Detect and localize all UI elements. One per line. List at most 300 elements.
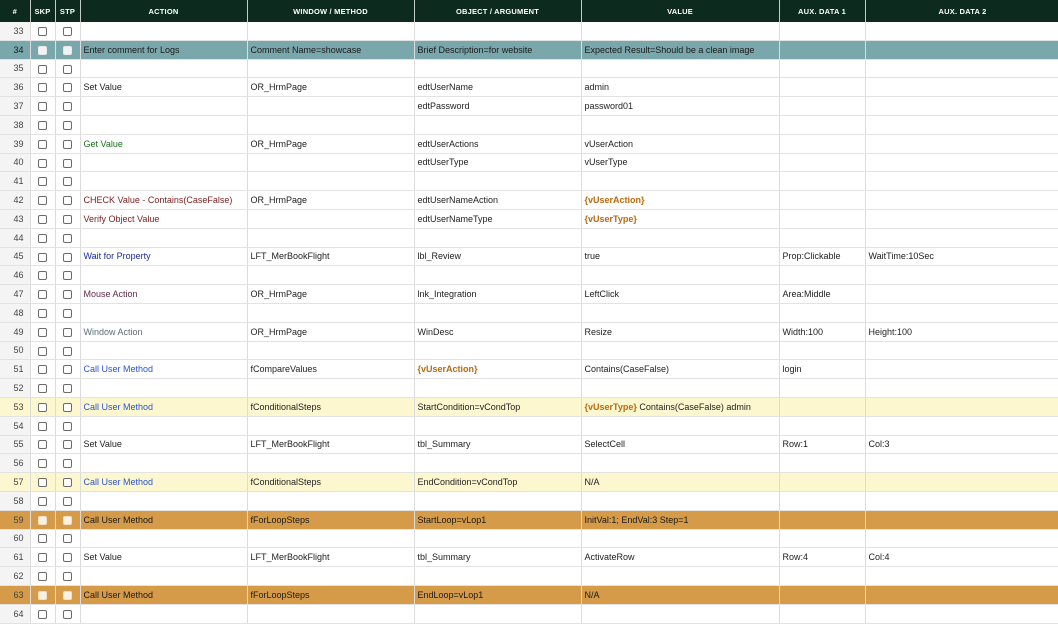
value-cell[interactable] <box>581 454 779 473</box>
window-method-cell[interactable]: fForLoopSteps <box>247 585 414 604</box>
row-number: 62 <box>0 567 30 586</box>
window-method-cell[interactable]: fForLoopSteps <box>247 510 414 529</box>
value-cell[interactable] <box>581 567 779 586</box>
value-cell[interactable] <box>581 40 779 59</box>
skip-checkbox[interactable] <box>38 516 47 525</box>
aux-data-2-cell[interactable]: Height:100 <box>865 322 1058 341</box>
aux-data-2-cell[interactable] <box>865 172 1058 191</box>
window-method-cell[interactable]: LFT_MerBookFlight <box>247 247 414 266</box>
action-cell[interactable]: Window Action <box>80 322 247 341</box>
skip-checkbox[interactable] <box>38 572 47 581</box>
stop-checkbox[interactable] <box>63 497 72 506</box>
header-window-method[interactable]: WINDOW / METHOD <box>247 0 414 22</box>
skip-checkbox[interactable] <box>38 290 47 299</box>
value-cell[interactable] <box>581 397 779 416</box>
skip-checkbox[interactable] <box>38 253 47 262</box>
value-cell[interactable] <box>581 134 779 153</box>
stop-checkbox[interactable] <box>63 553 72 562</box>
aux-data-1-cell[interactable] <box>779 303 865 322</box>
skip-checkbox[interactable] <box>38 478 47 487</box>
aux-data-2-cell[interactable] <box>865 585 1058 604</box>
aux-data-1-cell[interactable] <box>779 97 865 116</box>
stop-cell <box>55 266 80 285</box>
object-argument-cell[interactable] <box>414 78 581 97</box>
aux-data-2-cell[interactable] <box>865 473 1058 492</box>
aux-data-1-cell[interactable]: Prop:Clickable <box>779 247 865 266</box>
aux-data-2-cell[interactable] <box>865 303 1058 322</box>
skip-checkbox[interactable] <box>38 27 47 36</box>
skip-checkbox[interactable] <box>38 328 47 337</box>
skip-checkbox[interactable] <box>38 271 47 280</box>
value-cell[interactable] <box>581 379 779 398</box>
value-cell[interactable] <box>581 360 779 379</box>
aux-data-2-cell[interactable]: WaitTime:10Sec <box>865 247 1058 266</box>
aux-data-1-cell[interactable] <box>779 78 865 97</box>
skip-checkbox[interactable] <box>38 121 47 130</box>
table-row[interactable] <box>0 285 1058 304</box>
object-argument-cell[interactable] <box>414 97 581 116</box>
action-cell[interactable]: Enter comment for Logs <box>80 40 247 59</box>
action-cell[interactable]: Mouse Action <box>80 285 247 304</box>
table-row[interactable] <box>0 416 1058 435</box>
window-method-cell[interactable]: Comment Name=showcase <box>247 40 414 59</box>
stop-checkbox[interactable] <box>63 534 72 543</box>
action-cell[interactable] <box>80 153 247 172</box>
stop-checkbox[interactable] <box>63 271 72 280</box>
window-method-cell[interactable] <box>247 454 414 473</box>
object-argument-cell[interactable] <box>414 604 581 623</box>
value-cell[interactable] <box>581 191 779 210</box>
skip-cell <box>30 341 55 360</box>
object-argument-cell[interactable] <box>414 548 581 567</box>
aux-data-2-cell[interactable] <box>865 360 1058 379</box>
window-method-cell[interactable]: OR_HrmPage <box>247 78 414 97</box>
aux-data-2-cell[interactable] <box>865 567 1058 586</box>
aux-data-2-cell[interactable] <box>865 510 1058 529</box>
aux-data-1-cell[interactable] <box>779 585 865 604</box>
aux-data-2-cell[interactable]: Col:4 <box>865 548 1058 567</box>
window-method-cell[interactable] <box>247 491 414 510</box>
skip-checkbox[interactable] <box>38 384 47 393</box>
value-cell[interactable] <box>581 285 779 304</box>
aux-data-1-cell[interactable] <box>779 491 865 510</box>
skip-checkbox[interactable] <box>38 591 47 600</box>
stop-checkbox[interactable] <box>63 516 72 525</box>
skip-checkbox[interactable] <box>38 309 47 318</box>
value-cell[interactable] <box>581 604 779 623</box>
aux-data-1-cell[interactable] <box>779 416 865 435</box>
skip-checkbox[interactable] <box>38 365 47 374</box>
stop-checkbox[interactable] <box>63 46 72 55</box>
stop-checkbox[interactable] <box>63 384 72 393</box>
value-cell[interactable] <box>581 247 779 266</box>
action-cell[interactable] <box>80 115 247 134</box>
object-argument-cell[interactable] <box>414 379 581 398</box>
object-argument-cell[interactable] <box>414 454 581 473</box>
table-row[interactable] <box>0 585 1058 604</box>
table-row[interactable] <box>0 134 1058 153</box>
aux-data-2-cell[interactable] <box>865 416 1058 435</box>
table-row[interactable] <box>0 567 1058 586</box>
action-cell[interactable]: Call User Method <box>80 397 247 416</box>
window-method-cell[interactable]: OR_HrmPage <box>247 322 414 341</box>
stop-checkbox[interactable] <box>63 591 72 600</box>
object-argument-cell[interactable] <box>414 397 581 416</box>
table-row[interactable] <box>0 22 1058 40</box>
stop-checkbox[interactable] <box>63 422 72 431</box>
object-argument-cell[interactable] <box>414 510 581 529</box>
skip-checkbox[interactable] <box>38 159 47 168</box>
object-argument-cell[interactable] <box>414 209 581 228</box>
aux-data-1-cell[interactable] <box>779 473 865 492</box>
action-cell[interactable]: Call User Method <box>80 360 247 379</box>
stop-checkbox[interactable] <box>63 83 72 92</box>
skip-checkbox[interactable] <box>38 403 47 412</box>
table-row[interactable] <box>0 266 1058 285</box>
stop-checkbox[interactable] <box>63 215 72 224</box>
action-cell[interactable]: Wait for Property <box>80 247 247 266</box>
aux-data-1-cell[interactable] <box>779 510 865 529</box>
object-argument-cell[interactable] <box>414 153 581 172</box>
action-cell[interactable]: Verify Object Value <box>80 209 247 228</box>
aux-data-2-cell[interactable] <box>865 379 1058 398</box>
aux-data-2-cell[interactable] <box>865 604 1058 623</box>
table-row[interactable] <box>0 322 1058 341</box>
window-method-cell[interactable]: LFT_MerBookFlight <box>247 435 414 454</box>
action-cell[interactable] <box>80 341 247 360</box>
aux-data-2-cell[interactable] <box>865 491 1058 510</box>
stop-checkbox[interactable] <box>63 572 72 581</box>
table-row[interactable] <box>0 510 1058 529</box>
table-row[interactable] <box>0 59 1058 78</box>
window-method-cell[interactable] <box>247 228 414 247</box>
stop-checkbox[interactable] <box>63 177 72 186</box>
table-row[interactable] <box>0 435 1058 454</box>
stop-checkbox[interactable] <box>63 121 72 130</box>
header-action[interactable]: ACTION <box>80 0 247 22</box>
stop-checkbox[interactable] <box>63 459 72 468</box>
window-method-cell[interactable] <box>247 379 414 398</box>
value-cell[interactable] <box>581 59 779 78</box>
value-cell[interactable] <box>581 416 779 435</box>
skip-checkbox[interactable] <box>38 440 47 449</box>
object-argument-cell[interactable] <box>414 322 581 341</box>
table-row[interactable] <box>0 172 1058 191</box>
action-cell[interactable] <box>80 529 247 548</box>
table-row[interactable] <box>0 247 1058 266</box>
action-cell[interactable] <box>80 172 247 191</box>
stop-checkbox[interactable] <box>63 159 72 168</box>
aux-data-1-cell[interactable] <box>779 567 865 586</box>
aux-data-1-cell[interactable] <box>779 397 865 416</box>
value-cell[interactable] <box>581 97 779 116</box>
action-cell[interactable]: Call User Method <box>80 510 247 529</box>
aux-data-2-cell[interactable] <box>865 59 1058 78</box>
table-row[interactable] <box>0 360 1058 379</box>
aux-data-1-cell[interactable]: Row:4 <box>779 548 865 567</box>
stop-checkbox[interactable] <box>63 140 72 149</box>
stop-checkbox[interactable] <box>63 478 72 487</box>
object-argument-cell[interactable] <box>414 115 581 134</box>
object-argument-cell[interactable] <box>414 491 581 510</box>
skip-checkbox[interactable] <box>38 347 47 356</box>
table-row[interactable] <box>0 228 1058 247</box>
aux-data-1-cell[interactable] <box>779 209 865 228</box>
skip-checkbox[interactable] <box>38 459 47 468</box>
skip-checkbox[interactable] <box>38 534 47 543</box>
object-argument-cell[interactable] <box>414 416 581 435</box>
window-method-cell[interactable] <box>247 115 414 134</box>
aux-data-1-cell[interactable] <box>779 379 865 398</box>
aux-data-2-cell[interactable]: Col:3 <box>865 435 1058 454</box>
skip-checkbox[interactable] <box>38 102 47 111</box>
object-argument-cell[interactable] <box>414 285 581 304</box>
value-cell[interactable] <box>581 322 779 341</box>
value-cell[interactable] <box>581 510 779 529</box>
table-row[interactable] <box>0 115 1058 134</box>
table-row[interactable] <box>0 97 1058 116</box>
stop-checkbox[interactable] <box>63 403 72 412</box>
aux-data-1-cell[interactable] <box>779 40 865 59</box>
action-cell[interactable] <box>80 22 247 40</box>
stop-checkbox[interactable] <box>63 328 72 337</box>
action-cell[interactable] <box>80 604 247 623</box>
window-method-cell[interactable]: OR_HrmPage <box>247 285 414 304</box>
window-method-cell[interactable] <box>247 153 414 172</box>
skip-checkbox[interactable] <box>38 65 47 74</box>
table-row[interactable] <box>0 604 1058 623</box>
stop-checkbox[interactable] <box>63 309 72 318</box>
action-cell[interactable] <box>80 97 247 116</box>
header-aux-data-2[interactable]: AUX. DATA 2 <box>865 0 1058 22</box>
stop-checkbox[interactable] <box>63 234 72 243</box>
skip-checkbox[interactable] <box>38 497 47 506</box>
aux-data-1-cell[interactable] <box>779 153 865 172</box>
window-method-cell[interactable]: OR_HrmPage <box>247 191 414 210</box>
table-row[interactable] <box>0 548 1058 567</box>
skip-checkbox[interactable] <box>38 610 47 619</box>
object-argument-cell[interactable] <box>414 303 581 322</box>
header-stop[interactable]: STP <box>55 0 80 22</box>
object-argument-cell[interactable] <box>414 134 581 153</box>
aux-data-1-cell[interactable] <box>779 454 865 473</box>
aux-data-2-cell[interactable] <box>865 115 1058 134</box>
table-row[interactable] <box>0 341 1058 360</box>
object-argument-cell[interactable] <box>414 191 581 210</box>
object-argument-cell[interactable] <box>414 228 581 247</box>
stop-checkbox[interactable] <box>63 347 72 356</box>
object-argument-cell[interactable] <box>414 266 581 285</box>
table-row[interactable] <box>0 303 1058 322</box>
value-cell[interactable] <box>581 228 779 247</box>
aux-data-1-cell[interactable]: Row:1 <box>779 435 865 454</box>
action-cell[interactable]: Call User Method <box>80 585 247 604</box>
window-method-cell[interactable] <box>247 59 414 78</box>
action-cell[interactable] <box>80 303 247 322</box>
skip-checkbox[interactable] <box>38 177 47 186</box>
window-method-cell[interactable] <box>247 529 414 548</box>
table-row[interactable] <box>0 78 1058 97</box>
action-cell[interactable] <box>80 454 247 473</box>
object-argument-cell[interactable] <box>414 341 581 360</box>
skip-checkbox[interactable] <box>38 46 47 55</box>
window-method-cell[interactable]: fConditionalSteps <box>247 397 414 416</box>
action-cell[interactable] <box>80 416 247 435</box>
action-cell[interactable]: Call User Method <box>80 473 247 492</box>
aux-data-2-cell[interactable] <box>865 228 1058 247</box>
stop-checkbox[interactable] <box>63 27 72 36</box>
window-method-cell[interactable]: OR_HrmPage <box>247 134 414 153</box>
action-cell[interactable] <box>80 59 247 78</box>
aux-data-2-cell[interactable] <box>865 454 1058 473</box>
value-cell[interactable] <box>581 78 779 97</box>
aux-data-1-cell[interactable] <box>779 134 865 153</box>
window-method-cell[interactable] <box>247 303 414 322</box>
header-aux-data-1[interactable]: AUX. DATA 1 <box>779 0 865 22</box>
table-row[interactable] <box>0 529 1058 548</box>
window-method-cell[interactable] <box>247 97 414 116</box>
table-row[interactable] <box>0 153 1058 172</box>
skip-checkbox[interactable] <box>38 83 47 92</box>
value-cell[interactable] <box>581 548 779 567</box>
aux-data-1-cell[interactable] <box>779 172 865 191</box>
aux-data-2-cell[interactable] <box>865 22 1058 40</box>
window-method-cell[interactable] <box>247 266 414 285</box>
skip-checkbox[interactable] <box>38 140 47 149</box>
stop-checkbox[interactable] <box>63 65 72 74</box>
value-cell[interactable] <box>581 22 779 40</box>
window-method-cell[interactable]: fConditionalSteps <box>247 473 414 492</box>
aux-data-1-cell[interactable] <box>779 604 865 623</box>
stop-checkbox[interactable] <box>63 102 72 111</box>
object-argument-cell[interactable] <box>414 473 581 492</box>
object-argument-cell[interactable] <box>414 567 581 586</box>
aux-data-2-cell[interactable] <box>865 134 1058 153</box>
value-cell[interactable] <box>581 303 779 322</box>
aux-data-2-cell[interactable] <box>865 341 1058 360</box>
table-row[interactable] <box>0 397 1058 416</box>
aux-data-1-cell[interactable] <box>779 529 865 548</box>
action-cell[interactable] <box>80 379 247 398</box>
object-argument-cell[interactable] <box>414 247 581 266</box>
value-cell[interactable] <box>581 266 779 285</box>
aux-data-1-cell[interactable]: Width:100 <box>779 322 865 341</box>
aux-data-1-cell[interactable] <box>779 59 865 78</box>
skip-checkbox[interactable] <box>38 422 47 431</box>
value-cell[interactable] <box>581 115 779 134</box>
value-cell[interactable] <box>581 209 779 228</box>
stop-checkbox[interactable] <box>63 365 72 374</box>
object-argument-cell[interactable] <box>414 40 581 59</box>
value-cell[interactable] <box>581 585 779 604</box>
header-object-argument[interactable]: OBJECT / ARGUMENT <box>414 0 581 22</box>
aux-data-1-cell[interactable]: login <box>779 360 865 379</box>
object-argument-cell[interactable] <box>414 360 581 379</box>
value-cell[interactable] <box>581 435 779 454</box>
object-argument-cell[interactable] <box>414 172 581 191</box>
skip-checkbox[interactable] <box>38 553 47 562</box>
action-cell[interactable] <box>80 228 247 247</box>
object-argument-cell[interactable] <box>414 435 581 454</box>
aux-data-1-cell[interactable] <box>779 115 865 134</box>
aux-data-2-cell[interactable] <box>865 209 1058 228</box>
window-method-cell[interactable]: fCompareValues <box>247 360 414 379</box>
window-method-cell[interactable] <box>247 209 414 228</box>
action-cell[interactable]: Set Value <box>80 435 247 454</box>
aux-data-1-cell[interactable] <box>779 228 865 247</box>
skip-checkbox[interactable] <box>38 196 47 205</box>
window-method-cell[interactable] <box>247 416 414 435</box>
window-method-cell[interactable]: LFT_MerBookFlight <box>247 548 414 567</box>
table-row[interactable] <box>0 209 1058 228</box>
aux-data-1-cell[interactable]: Area:Middle <box>779 285 865 304</box>
action-cell[interactable] <box>80 266 247 285</box>
aux-data-2-cell[interactable] <box>865 266 1058 285</box>
table-row[interactable] <box>0 40 1058 59</box>
header-skip[interactable]: SKP <box>30 0 55 22</box>
aux-data-2-cell[interactable] <box>865 153 1058 172</box>
window-method-cell[interactable] <box>247 22 414 40</box>
window-method-cell[interactable] <box>247 604 414 623</box>
value-cell[interactable] <box>581 529 779 548</box>
skip-checkbox[interactable] <box>38 234 47 243</box>
object-argument-cell[interactable] <box>414 585 581 604</box>
aux-data-2-cell[interactable] <box>865 285 1058 304</box>
table-row[interactable] <box>0 473 1058 492</box>
window-method-cell[interactable] <box>247 567 414 586</box>
action-cell[interactable] <box>80 491 247 510</box>
stop-checkbox[interactable] <box>63 610 72 619</box>
action-cell[interactable]: Set Value <box>80 548 247 567</box>
table-row[interactable] <box>0 491 1058 510</box>
object-argument-cell[interactable] <box>414 22 581 40</box>
action-cell[interactable]: Set Value <box>80 78 247 97</box>
aux-data-2-cell[interactable] <box>865 40 1058 59</box>
object-argument-cell[interactable] <box>414 59 581 78</box>
value-cell[interactable] <box>581 153 779 172</box>
aux-data-1-cell[interactable] <box>779 191 865 210</box>
stop-checkbox[interactable] <box>63 290 72 299</box>
stop-checkbox[interactable] <box>63 253 72 262</box>
action-cell[interactable] <box>80 567 247 586</box>
table-row[interactable] <box>0 454 1058 473</box>
aux-data-1-cell[interactable] <box>779 266 865 285</box>
header-row-number[interactable]: # <box>0 0 30 22</box>
action-cell[interactable]: CHECK Value - Contains(CaseFalse) <box>80 191 247 210</box>
value-cell[interactable] <box>581 473 779 492</box>
action-cell[interactable]: Get Value <box>80 134 247 153</box>
value-cell[interactable] <box>581 341 779 360</box>
stop-checkbox[interactable] <box>63 196 72 205</box>
table-row[interactable] <box>0 191 1058 210</box>
aux-data-1-cell[interactable] <box>779 22 865 40</box>
table-row[interactable] <box>0 379 1058 398</box>
window-method-cell[interactable] <box>247 172 414 191</box>
aux-data-2-cell[interactable] <box>865 78 1058 97</box>
window-method-cell[interactable] <box>247 341 414 360</box>
aux-data-2-cell[interactable] <box>865 97 1058 116</box>
aux-data-2-cell[interactable] <box>865 529 1058 548</box>
value-cell[interactable] <box>581 172 779 191</box>
value-cell[interactable] <box>581 491 779 510</box>
aux-data-2-cell[interactable] <box>865 397 1058 416</box>
aux-data-2-cell[interactable] <box>865 191 1058 210</box>
aux-data-1-cell[interactable] <box>779 341 865 360</box>
object-argument-cell[interactable] <box>414 529 581 548</box>
skip-checkbox[interactable] <box>38 215 47 224</box>
header-value[interactable]: VALUE <box>581 0 779 22</box>
stop-checkbox[interactable] <box>63 440 72 449</box>
